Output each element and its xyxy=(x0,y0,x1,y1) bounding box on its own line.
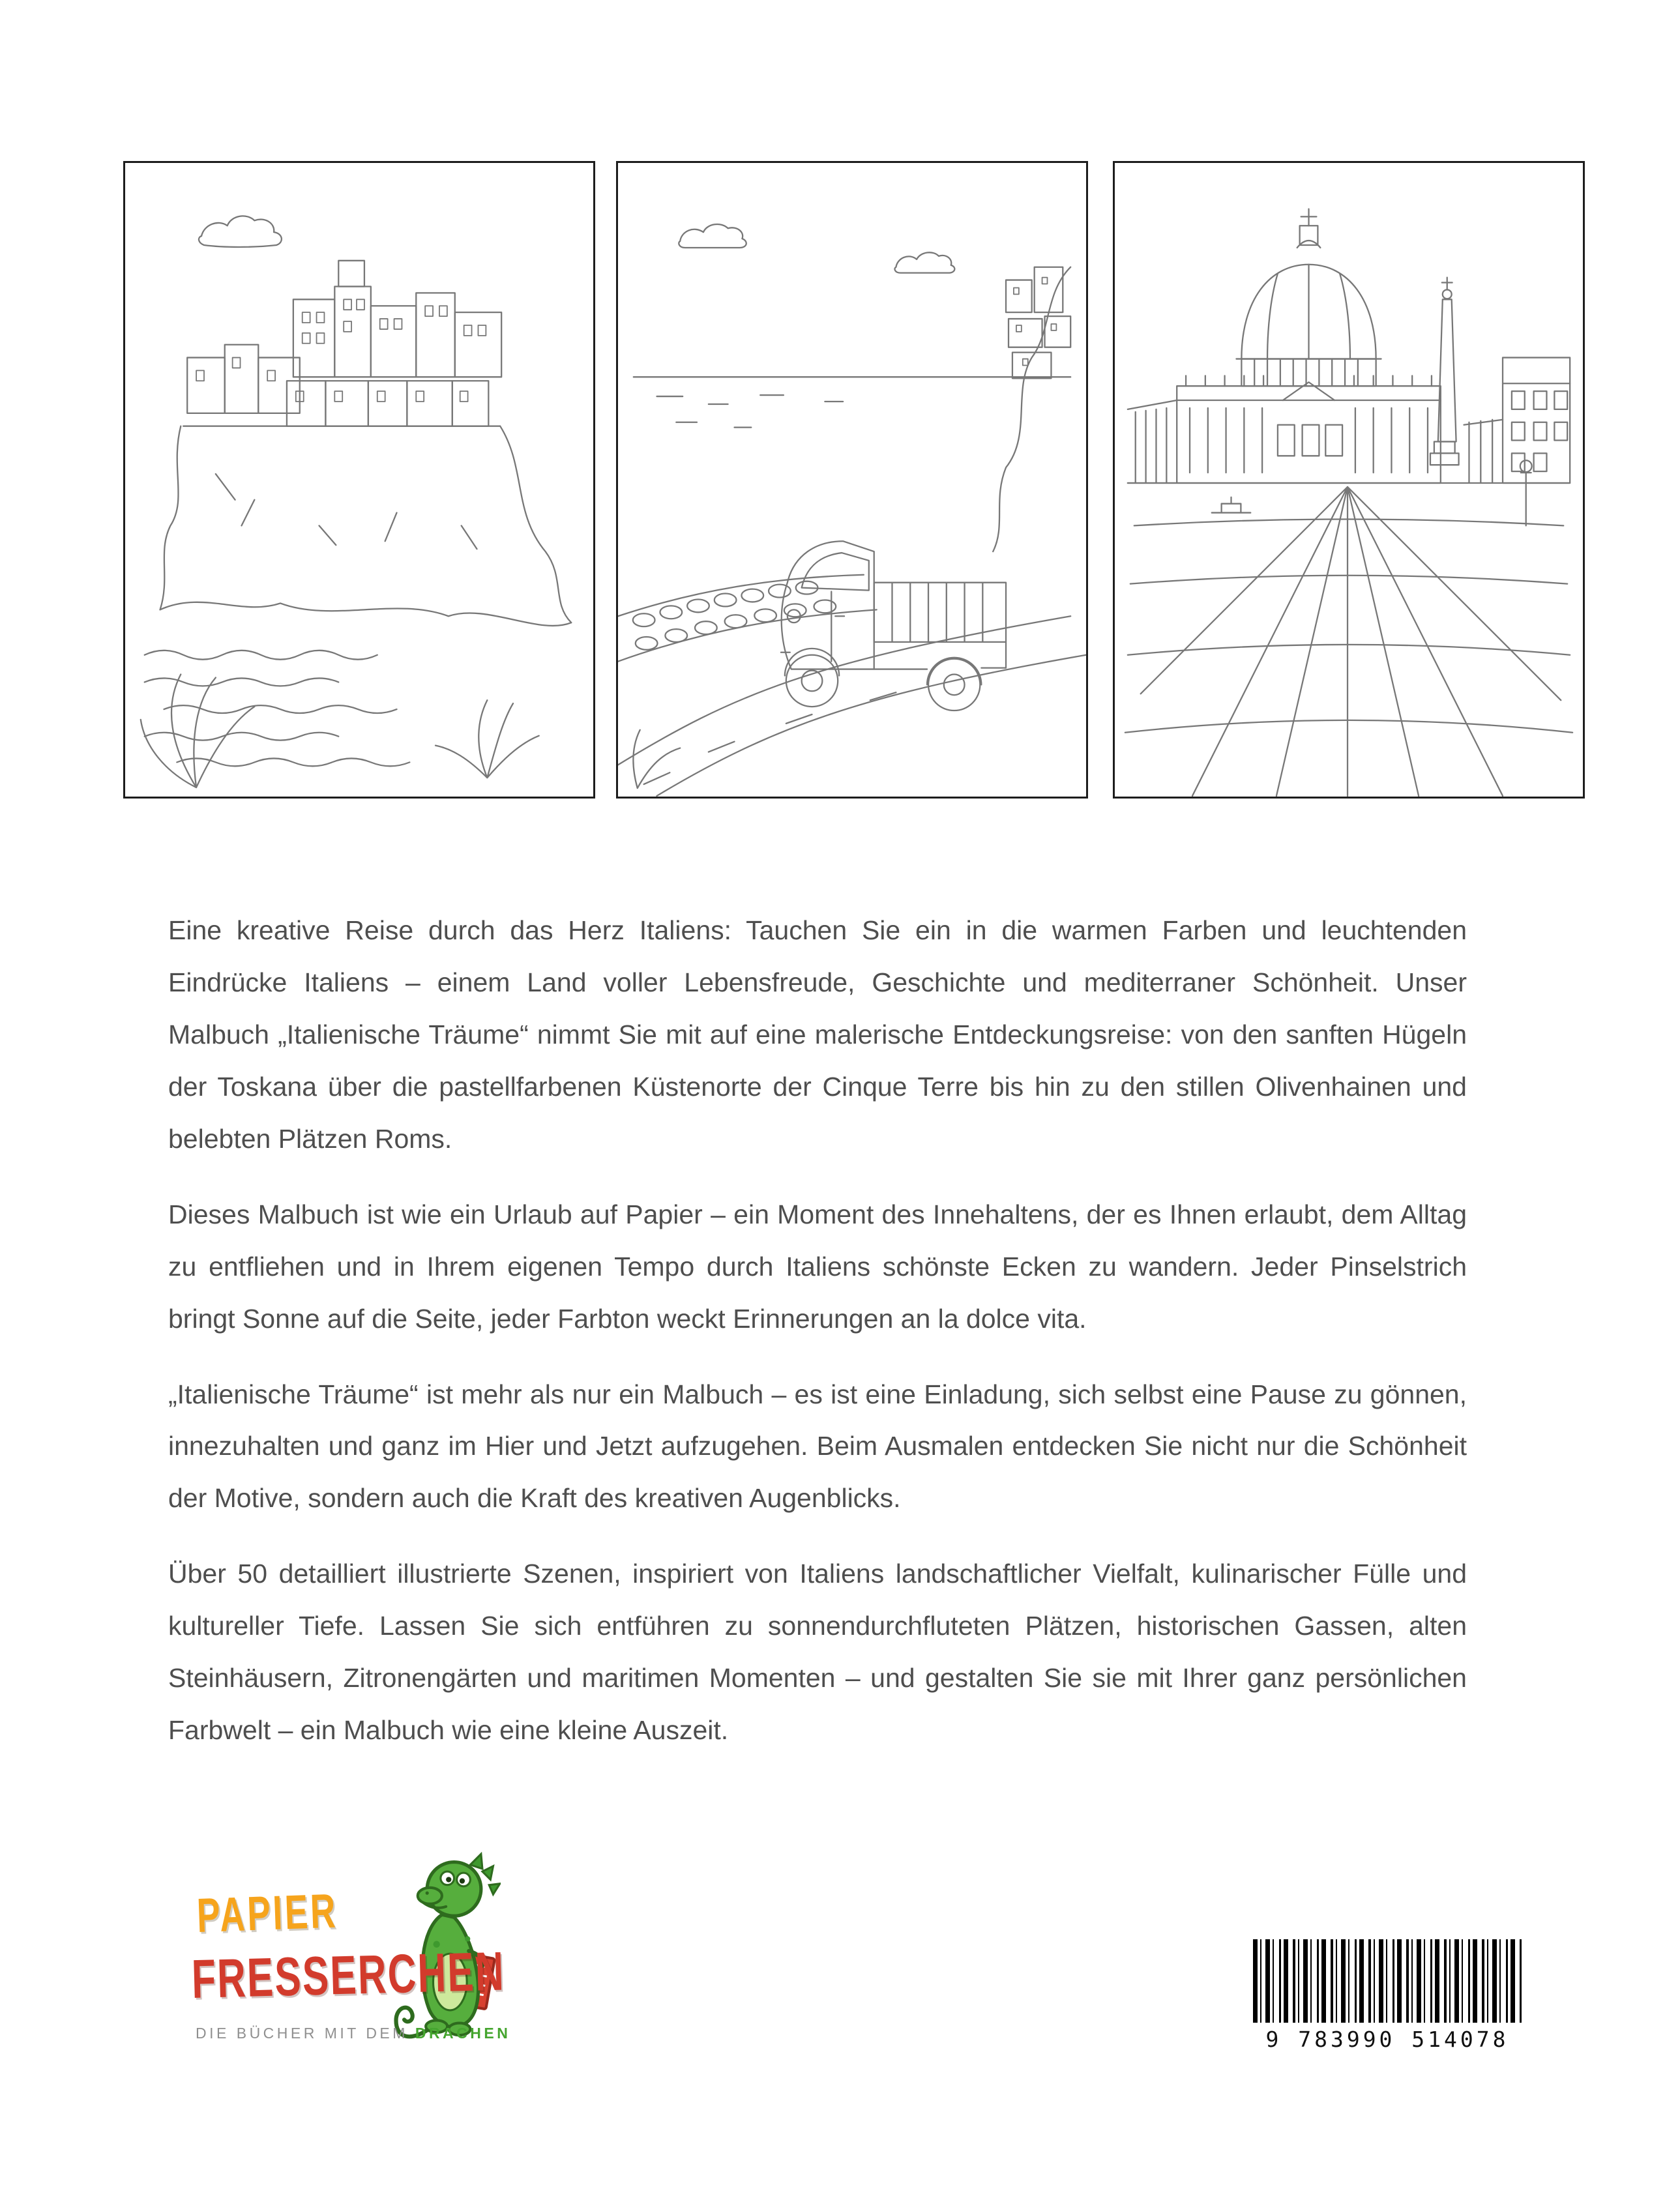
publisher-logo-line1: PAPIER xyxy=(196,1883,339,1943)
description-paragraph: „Italienische Träume“ ist mehr als nur ein Malbuch – es ist eine Einladung, sich selbst eine Pause zu gönnen, innezuhalten und ganz im Hier und Jetzt aufzugehen. Beim Ausmalen entdecken Sie nicht nur die Schönheit der Motive, sondern auch die Kraft des kreativen Augenblicks. xyxy=(168,1379,1467,1514)
coloring-preview-cinque-terre xyxy=(123,161,595,799)
ape-truck-illustration xyxy=(618,163,1086,797)
barcode-number: 9 783990 514078 xyxy=(1265,2027,1509,2052)
publisher-logo-line2: FRESSERCHEN xyxy=(190,1940,506,2010)
publisher-tagline-highlight: DRACHEN xyxy=(415,2025,511,2042)
coloring-preview-ape-truck xyxy=(616,161,1088,799)
description-paragraph: Über 50 detailliert illustrierte Szenen, inspiriert von Italiens landschaftlicher Vielfalt, kulinarischer Fülle und kultureller Tiefe. Lassen Sie sich entführen zu sonnendurchfluteten Plätzen, historischen Gassen, alten Steinhäusern, Zitronengärten und maritimen Momenten – und gestalten Sie sie mit Ihrer ganz persönlichen Farbwelt – ein Malbuch wie eine kleine Auszeit. xyxy=(168,1559,1467,1746)
barcode-bars xyxy=(1253,1939,1522,2023)
description-paragraph: Eine kreative Reise durch das Herz Italiens: Tauchen Sie ein in die warmen Farben und leuchtenden Eindrücke Italiens – einem Land voller Lebensfreude, Geschichte und mediterraner Schönheit. Unser Malbuch „Italienische Träume“ nimmt Sie mit auf eine malerische Entdeckungsreise: von den sanften Hügeln der Toskana über die pastellfarbenen Küstenorte der Cinque Terre bis hin zu den stillen Olivenhainen und belebten Plätzen Roms. xyxy=(168,915,1467,1154)
coloring-preview-st-peters xyxy=(1113,161,1585,799)
publisher-tagline-text: DIE BÜCHER MIT DEM xyxy=(196,2025,415,2042)
st-peters-illustration xyxy=(1115,163,1583,797)
publisher-tagline xyxy=(196,2025,510,2042)
description-paragraph: Dieses Malbuch ist wie ein Urlaub auf Papier – ein Moment des Innehaltens, der es Ihnen erlaubt, dem Alltag zu entfliehen und in Ihrem eigenen Tempo durch Italiens schönste Ecken zu wandern. Jeder Pinselstrich bringt Sonne auf die Seite, jeder Farbton weckt Erinnerungen an la dolce vita. xyxy=(168,1199,1467,1334)
back-cover-description xyxy=(168,905,1467,1780)
publisher-logo xyxy=(190,1866,582,2074)
barcode xyxy=(1253,1939,1522,2052)
cinque-terre-illustration xyxy=(125,163,593,797)
